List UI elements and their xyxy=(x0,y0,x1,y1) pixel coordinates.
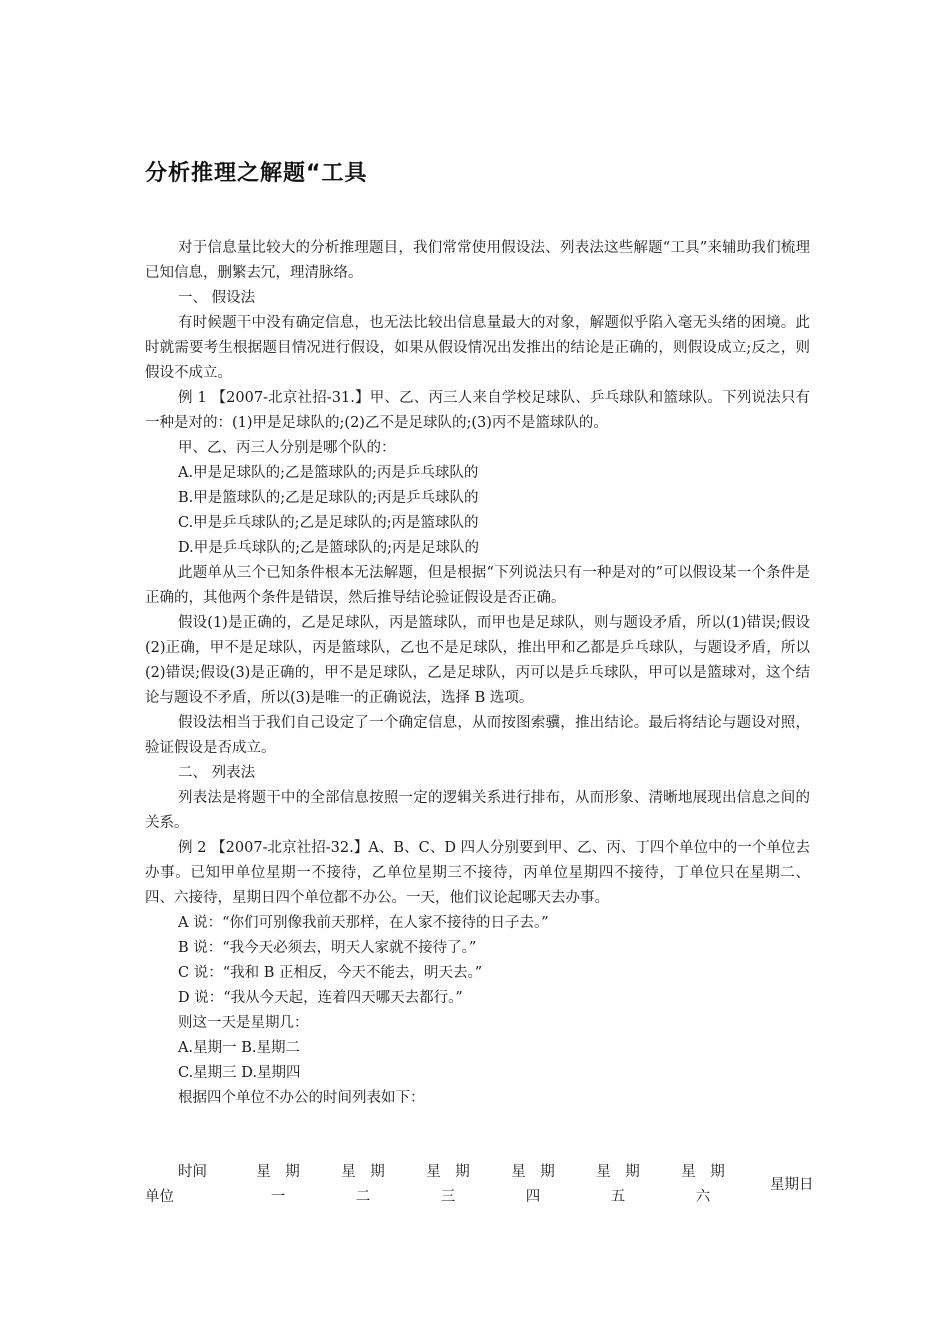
example-question: 例 2 【2007-北京社招-32.】A、B、C、D 四人分别要到甲、乙、丙、丁四个单位中的一个单位去办事。已知甲单位星期一不接待，乙单位星期三不接待，丙单位星期四不接待，丁单位只在星期二、四、六接待，星期日四个单位都不办公。一天，他们议论起哪天去办事。 xyxy=(145,840,810,906)
statement-a: A 说：“你们可别像我前天那样，在人家不接待的日子去。” xyxy=(178,915,549,931)
example-question: 例 1 【2007-北京社招-31.】甲、乙、丙三人来自学校足球队、乒乓球队和篮球队。下列说法只有一种是对的：(1)甲是足球队的;(2)乙不是足球队的;(3)丙不是篮球队的。 xyxy=(145,390,810,431)
table-header-day: 星 期 六 xyxy=(681,1164,725,1205)
paragraph: 对于信息量比较大的分析推理题目，我们常常使用假设法、列表法这些解题“工具”来辅助我们梳理已知信息，删繁去冗，理清脉络。 xyxy=(145,240,810,281)
document-body xyxy=(145,236,810,1111)
corner-label-time: 时间 xyxy=(178,1164,207,1180)
corner-label-unit: 单位 xyxy=(145,1189,174,1205)
table-header-day: 星 期 四 xyxy=(511,1164,555,1205)
statement-b: B 说：“我今天必须去，明天人家就不接待了。” xyxy=(178,940,477,956)
option-d: D.甲是乒乓球队的;乙是篮球队的;丙是足球队的 xyxy=(178,540,479,556)
section-heading: 二、 列表法 xyxy=(178,765,256,781)
paragraph: 列表法是将题干中的全部信息按照一定的逻辑关系进行排布，从而形象、清晰地展现出信息之间的关系。 xyxy=(145,790,810,831)
schedule-table-header xyxy=(145,1160,825,1210)
options-cd: C.星期三 D.星期四 xyxy=(178,1065,301,1081)
table-header-day: 星 期 三 xyxy=(426,1164,470,1205)
question-stem: 甲、乙、丙三人分别是哪个队的： xyxy=(178,440,396,456)
table-header-day: 星 期 一 xyxy=(256,1164,300,1205)
paragraph: 此题单从三个已知条件根本无法解题，但是根据“下列说法只有一种是对的”可以假设某一个条件是正确的，其他两个条件是错误，然后推导结论验证假设是否正确。 xyxy=(145,565,810,606)
table-header-day: 星 期 二 xyxy=(341,1164,385,1205)
section-heading: 一、 假设法 xyxy=(178,290,256,306)
paragraph: 根据四个单位不办公的时间列表如下： xyxy=(178,1090,425,1106)
option-b: B.甲是篮球队的;乙是足球队的;丙是乒乓球队的 xyxy=(178,490,479,506)
option-c: C.甲是乒乓球队的;乙是足球队的;丙是篮球队的 xyxy=(178,515,479,531)
table-header-day: 星 期 五 xyxy=(596,1164,640,1205)
paragraph: 有时候题干中没有确定信息，也无法比较出信息量最大的对象，解题似乎陷入毫无头绪的困境。此时就需要考生根据题目情况进行假设，如果从假设情况出发推出的结论是正确的，则假设成立;反之，则假设不成立。 xyxy=(145,315,810,381)
options-ab: A.星期一 B.星期二 xyxy=(178,1040,300,1056)
option-a: A.甲是足球队的;乙是篮球队的;丙是乒乓球队的 xyxy=(178,465,479,481)
page-title: 分析推理之解题“工具 xyxy=(145,161,368,186)
paragraph: 假设(1)是正确的，乙是足球队，丙是篮球队，而甲也是足球队，则与题设矛盾，所以(1)错误;假设(2)正确，甲不是足球队，丙是篮球队，乙也不是足球队，推出甲和乙都是乒乓球队，与题设矛盾，所以(2)错误;假设(3)是正确的，甲不是足球队，乙是足球队，丙可以是乒乓球队，甲可以是篮球对，这个结论与题设不矛盾，所以(3)是唯一的正确说法，选择 B 选项。 xyxy=(145,615,810,706)
question-stem: 则这一天是星期几： xyxy=(178,1015,309,1031)
statement-d: D 说：“我从今天起，连着四天哪天去都行。” xyxy=(178,990,463,1006)
table-header-sunday: 星期日 xyxy=(770,1177,814,1193)
paragraph: 假设法相当于我们自己设定了一个确定信息，从而按图索骥，推出结论。最后将结论与题设对照，验证假设是否成立。 xyxy=(145,715,810,756)
statement-c: C 说：“我和 B 正相反，今天不能去，明天去。” xyxy=(178,965,483,981)
